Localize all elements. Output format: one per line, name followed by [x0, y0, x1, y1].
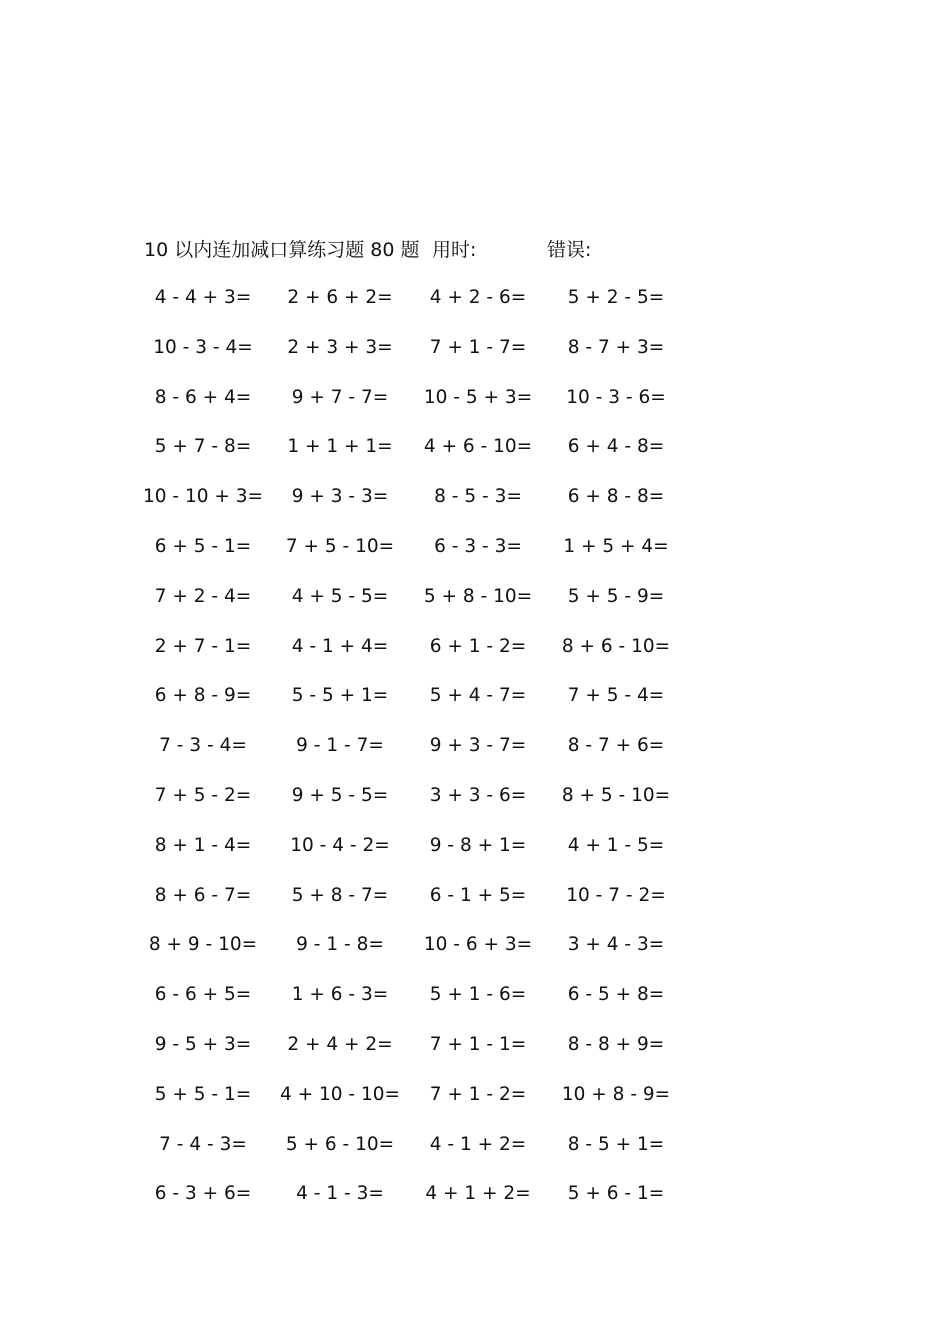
problem-r16-c3: 7 + 1 - 1= [429, 1034, 527, 1055]
problem-r6-c3: 6 - 3 - 3= [434, 536, 522, 557]
problem-r8-c1: 2 + 7 - 1= [154, 635, 252, 657]
problem-r17-c1: 5 + 5 - 1= [154, 1083, 252, 1105]
problem-r10-c2: 9 - 1 - 7= [296, 735, 384, 757]
problem-r5-c1: 10 - 10 + 3= [142, 486, 264, 508]
problem-r16-c1: 9 - 5 + 3= [154, 1034, 252, 1055]
problem-r9-c3: 5 + 4 - 7= [429, 685, 527, 707]
problem-r7-c4: 5 + 5 - 9= [567, 585, 665, 607]
problem-r5-c4: 6 + 8 - 8= [567, 486, 665, 508]
problem-r3-c3: 10 - 5 + 3= [423, 386, 533, 408]
problem-r15-c4: 6 - 5 + 8= [567, 984, 665, 1006]
problem-r11-c4: 8 + 5 - 10= [561, 785, 671, 806]
problem-r10-c3: 9 + 3 - 7= [429, 735, 527, 757]
problem-r15-c3: 5 + 1 - 6= [429, 984, 527, 1006]
problem-r13-c4: 10 - 7 - 2= [566, 884, 666, 906]
problem-r18-c3: 4 - 1 + 2= [429, 1133, 527, 1155]
problem-r4-c1: 5 + 7 - 8= [154, 436, 252, 458]
problem-r13-c2: 5 + 8 - 7= [291, 884, 389, 906]
problem-r6-c2: 7 + 5 - 10= [285, 536, 395, 557]
problem-r7-c3: 5 + 8 - 10= [423, 585, 533, 607]
problem-r9-c1: 6 + 8 - 9= [154, 685, 252, 707]
problem-r7-c2: 4 + 5 - 5= [291, 585, 389, 607]
problem-r12-c3: 9 - 8 + 1= [429, 834, 527, 856]
problem-r1-c3: 4 + 2 - 6= [429, 287, 527, 308]
problem-r7-c1: 7 + 2 - 4= [154, 585, 252, 607]
problem-r14-c2: 9 - 1 - 8= [296, 934, 384, 956]
problem-r11-c1: 7 + 5 - 2= [154, 785, 252, 806]
problem-r15-c2: 1 + 6 - 3= [291, 984, 389, 1006]
problem-r6-c1: 6 + 5 - 1= [154, 536, 252, 557]
problem-r5-c3: 8 - 5 - 3= [434, 486, 522, 508]
problem-r19-c1: 6 - 3 + 6= [154, 1183, 252, 1205]
problem-r3-c1: 8 - 6 + 4= [154, 386, 252, 408]
problem-r16-c2: 2 + 4 + 2= [287, 1034, 393, 1055]
problem-r8-c4: 8 + 6 - 10= [561, 635, 671, 657]
worksheet-title: 10 以内连加减口算练习题 80 题 [144, 239, 420, 261]
problem-r11-c3: 3 + 3 - 6= [429, 785, 527, 806]
problem-r17-c4: 10 + 8 - 9= [561, 1083, 671, 1105]
problem-r18-c4: 8 - 5 + 1= [567, 1133, 665, 1155]
problem-r18-c1: 7 - 4 - 3= [159, 1133, 247, 1155]
problem-r18-c2: 5 + 6 - 10= [285, 1133, 395, 1155]
problem-r2-c4: 8 - 7 + 3= [567, 336, 665, 358]
problem-r2-c3: 7 + 1 - 7= [429, 336, 527, 358]
problem-r1-c4: 5 + 2 - 5= [567, 287, 665, 308]
problem-r15-c1: 6 - 6 + 5= [154, 984, 252, 1006]
problem-r16-c4: 8 - 8 + 9= [567, 1034, 665, 1055]
problem-r10-c4: 8 - 7 + 6= [567, 735, 665, 757]
problem-r17-c3: 7 + 1 - 2= [429, 1083, 527, 1105]
error-label: 错误: [547, 239, 592, 261]
problem-r9-c4: 7 + 5 - 4= [567, 685, 665, 707]
problem-r12-c2: 10 - 4 - 2= [290, 834, 390, 856]
problem-r1-c2: 2 + 6 + 2= [287, 287, 393, 308]
problem-r17-c2: 4 + 10 - 10= [279, 1083, 401, 1105]
problem-r4-c3: 4 + 6 - 10= [423, 436, 533, 458]
problem-r5-c2: 9 + 3 - 3= [291, 486, 389, 508]
problem-r1-c1: 4 - 4 + 3= [154, 287, 252, 308]
problem-r8-c2: 4 - 1 + 4= [291, 635, 389, 657]
problem-r13-c3: 6 - 1 + 5= [429, 884, 527, 906]
time-label: 用时: [432, 239, 477, 261]
problem-r4-c4: 6 + 4 - 8= [567, 436, 665, 458]
problem-r12-c4: 4 + 1 - 5= [567, 834, 665, 856]
problem-r19-c3: 4 + 1 + 2= [425, 1183, 531, 1205]
problem-r13-c1: 8 + 6 - 7= [154, 884, 252, 906]
problem-r14-c3: 10 - 6 + 3= [423, 934, 533, 956]
problem-r11-c2: 9 + 5 - 5= [291, 785, 389, 806]
problem-r4-c2: 1 + 1 + 1= [287, 436, 393, 458]
problem-r10-c1: 7 - 3 - 4= [159, 735, 247, 757]
problem-r9-c2: 5 - 5 + 1= [291, 685, 389, 707]
problem-r3-c4: 10 - 3 - 6= [566, 386, 666, 408]
problem-r2-c2: 2 + 3 + 3= [287, 336, 393, 358]
problem-r19-c4: 5 + 6 - 1= [567, 1183, 665, 1205]
problem-r2-c1: 10 - 3 - 4= [153, 336, 253, 358]
problem-r6-c4: 1 + 5 + 4= [563, 536, 669, 557]
problem-r14-c4: 3 + 4 - 3= [567, 934, 665, 956]
problem-r3-c2: 9 + 7 - 7= [291, 386, 389, 408]
problem-r14-c1: 8 + 9 - 10= [148, 934, 258, 956]
problem-r19-c2: 4 - 1 - 3= [296, 1183, 384, 1205]
problem-r8-c3: 6 + 1 - 2= [429, 635, 527, 657]
problem-r12-c1: 8 + 1 - 4= [154, 834, 252, 856]
